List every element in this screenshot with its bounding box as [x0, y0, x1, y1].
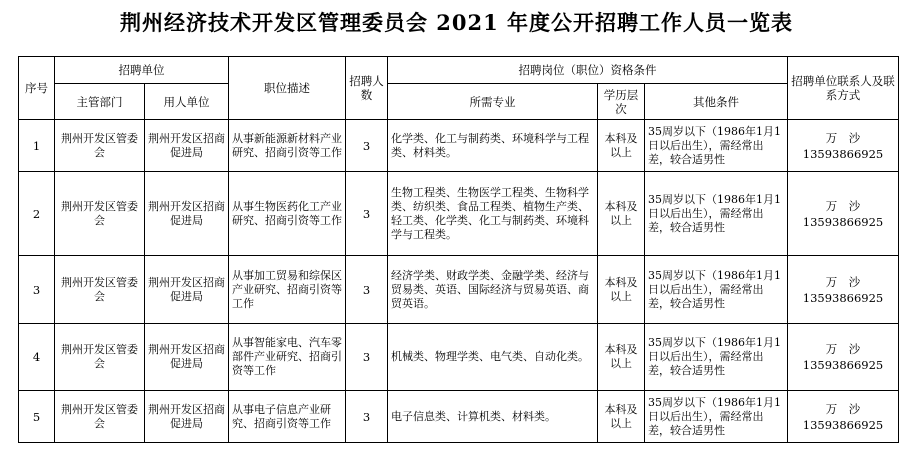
table-row: [19, 256, 899, 324]
row-seq: 1: [19, 120, 55, 172]
row-desc: 从事加工贸易和综保区产业研究、招商引资等工作: [229, 256, 346, 324]
row-employer: 荆州开发区招商促进局: [145, 256, 229, 324]
header-count: 招聘人数: [346, 57, 388, 120]
row-contact: [788, 120, 899, 172]
recruitment-table: [18, 56, 899, 443]
row-dept: 荆州开发区管委会: [55, 172, 145, 256]
contact-name: 万 沙: [825, 274, 861, 289]
row-edu: 本科及以上: [598, 324, 645, 391]
row-count: 3: [346, 324, 388, 391]
row-other: 35周岁以下（1986年1月1日以后出生），需经常出差，较合适男性: [645, 172, 788, 256]
row-seq: 4: [19, 324, 55, 391]
row-major: 机械类、物理学类、电气类、自动化类。: [388, 324, 598, 391]
header-seq: 序号: [19, 57, 55, 120]
row-dept: 荆州开发区管委会: [55, 391, 145, 443]
row-contact: [788, 172, 899, 256]
contact-name: 万 沙: [825, 342, 861, 356]
row-major: 生物工程类、生物医学工程类、生物科学类、纺织类、食品工程类、植物生产类、轻工类、化学类、化工与制药类、环境科学与工程类。: [388, 172, 598, 256]
table-row: [19, 120, 899, 172]
row-desc: 从事生物医药化工产业研究、招商引资等工作: [229, 172, 346, 256]
row-employer: 荆州开发区招商促进局: [145, 172, 229, 256]
row-desc: 从事新能源新材料产业研究、招商引资等工作: [229, 120, 346, 172]
contact-phone: 13593866925: [802, 290, 884, 305]
row-edu: 本科及以上: [598, 256, 645, 324]
header-employer: 用人单位: [145, 84, 229, 120]
row-other: 35周岁以下（1986年1月1日以后出生），需经常出差，较合适男性: [645, 324, 788, 391]
contact-name: 万 沙: [825, 401, 861, 416]
row-count: 3: [346, 391, 388, 443]
row-edu: 本科及以上: [598, 391, 645, 443]
row-seq: 3: [19, 256, 55, 324]
row-count: 3: [346, 172, 388, 256]
contact-phone: 13593866925: [802, 358, 884, 372]
row-contact: [788, 324, 899, 391]
header-major: 所需专业: [388, 84, 598, 120]
contact-name: 万 沙: [825, 198, 861, 213]
header-edu: 学历层次: [598, 84, 645, 120]
row-contact: [788, 391, 899, 443]
row-employer: 荆州开发区招商促进局: [145, 391, 229, 443]
header-unit-group: 招聘单位: [55, 57, 229, 84]
row-seq: 2: [19, 172, 55, 256]
header-desc: 职位描述: [229, 57, 346, 120]
contact-phone: 13593866925: [802, 214, 884, 229]
contact-phone: 13593866925: [802, 146, 884, 161]
row-employer: 荆州开发区招商促进局: [145, 324, 229, 391]
row-other: 35周岁以下（1986年1月1日以后出生），需经常出差，较合适男性: [645, 391, 788, 443]
header-dept: 主管部门: [55, 84, 145, 120]
row-edu: 本科及以上: [598, 172, 645, 256]
row-major: 电子信息类、计算机类、材料类。: [388, 391, 598, 443]
row-desc: 从事智能家电、汽车零部件产业研究、招商引资等工作: [229, 324, 346, 391]
header-qual-group: 招聘岗位（职位）资格条件: [388, 57, 788, 84]
header-contact: 招聘单位联系人及联系方式: [788, 57, 899, 120]
row-other: 35周岁以下（1986年1月1日以后出生），需经常出差，较合适男性: [645, 256, 788, 324]
row-dept: 荆州开发区管委会: [55, 324, 145, 391]
table-row: [19, 324, 899, 391]
contact-name: 万 沙: [825, 130, 861, 145]
row-other: 35周岁以下（1986年1月1日以后出生），需经常出差，较合适男性: [645, 120, 788, 172]
row-dept: 荆州开发区管委会: [55, 120, 145, 172]
table-row: [19, 391, 899, 443]
row-desc: 从事电子信息产业研究、招商引资等工作: [229, 391, 346, 443]
header-other: 其他条件: [645, 84, 788, 120]
row-count: 3: [346, 256, 388, 324]
row-count: 3: [346, 120, 388, 172]
contact-phone: 13593866925: [802, 417, 884, 432]
row-employer: 荆州开发区招商促进局: [145, 120, 229, 172]
page-title: 荆州经济技术开发区管理委员会 2021 年度公开招聘工作人员一览表: [119, 10, 794, 35]
table-row: [19, 172, 899, 256]
row-dept: 荆州开发区管委会: [55, 256, 145, 324]
row-seq: 5: [19, 391, 55, 443]
row-edu: 本科及以上: [598, 120, 645, 172]
row-major: 经济学类、财政学类、金融学类、经济与贸易类、英语、国际经济与贸易英语、商贸英语。: [388, 256, 598, 324]
row-contact: [788, 256, 899, 324]
row-major: 化学类、化工与制药类、环境科学与工程类、材料类。: [388, 120, 598, 172]
